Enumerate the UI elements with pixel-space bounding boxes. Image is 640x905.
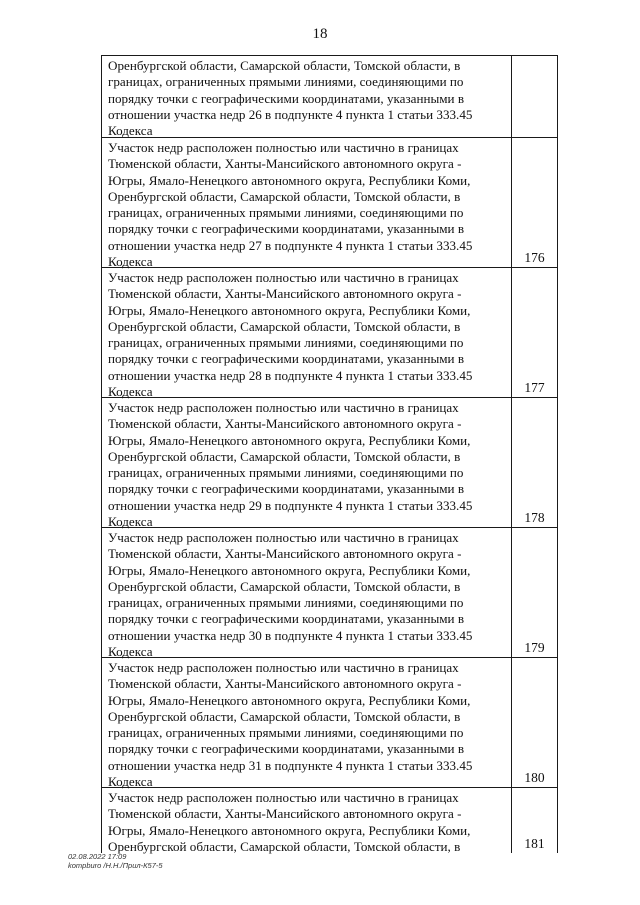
document-footer (68, 852, 163, 870)
row-number: 179 (524, 640, 545, 655)
row-number: 178 (524, 510, 545, 525)
row-text: Участок недр расположен полностью или частично в границах Тюменской области, Ханты-Мансийского автономного округа - Югры, Ямало-Ненецкого автономного округа, Республики Коми, Оренбургской области, Самарской области, Томской области, в границах, ограниченных прямыми линиями, соединяющими по порядку точки с географическими координатами, указанными в отношении участка недр 31 в подпункте 4 пункта 1 статьи 333.45 Кодекса (102, 658, 512, 787)
table-row (102, 398, 557, 528)
table-row (102, 56, 557, 138)
row-number: 181 (524, 836, 545, 851)
table-row (102, 658, 557, 788)
table-row (102, 788, 557, 853)
row-text: Участок недр расположен полностью или частично в границах Тюменской области, Ханты-Мансийского автономного округа - Югры, Ямало-Ненецкого автономного округа, Республики Коми, Оренбургской области, Самарской области, Томской области, в границах, ограниченных прямыми линиями, соединяющими по порядку точки с географическими координатами, указанными в отношении участка недр 27 в подпункте 4 пункта 1 статьи 333.45 Кодекса (102, 138, 512, 267)
page-number: 18 (312, 26, 328, 42)
footer-date: 02.08.2022 17:09 (68, 852, 127, 861)
table-row (102, 268, 557, 398)
row-text: Участок недр расположен полностью или частично в границах Тюменской области, Ханты-Мансийского автономного округа - Югры, Ямало-Ненецкого автономного округа, Республики Коми, Оренбургской области, Самарской области, Томской области, в границах, ограниченных прямыми линиями, соединяющими по порядку точки с географическими координатами, указанными в отношении участка недр 30 в подпункте 4 пункта 1 статьи 333.45 Кодекса (102, 528, 512, 657)
row-number: 176 (524, 250, 545, 265)
row-text: Участок недр расположен полностью или частично в границах Тюменской области, Ханты-Мансийского автономного округа - Югры, Ямало-Ненецкого автономного округа, Республики Коми, Оренбургской области, Самарской области, Томской области, в (102, 788, 512, 853)
row-text: Участок недр расположен полностью или частично в границах Тюменской области, Ханты-Мансийского автономного округа - Югры, Ямало-Ненецкого автономного округа, Республики Коми, Оренбургской области, Самарской области, Томской области, в границах, ограниченных прямыми линиями, соединяющими по порядку точки с географическими координатами, указанными в отношении участка недр 28 в подпункте 4 пункта 1 статьи 333.45 Кодекса (102, 268, 512, 397)
row-number (512, 56, 557, 137)
row-number: 177 (524, 380, 545, 395)
row-text: Оренбургской области, Самарской области, Томской области, в границах, ограниченных прямыми линиями, соединяющими по порядку точки с географическими координатами, указанными в отношении участка недр 26 в подпункте 4 пункта 1 статьи 333.45 Кодекса (102, 56, 512, 137)
row-text: Участок недр расположен полностью или частично в границах Тюменской области, Ханты-Мансийского автономного округа - Югры, Ямало-Ненецкого автономного округа, Республики Коми, Оренбургской области, Самарской области, Томской области, в границах, ограниченных прямыми линиями, соединяющими по порядку точки с географическими координатами, указанными в отношении участка недр 29 в подпункте 4 пункта 1 статьи 333.45 Кодекса (102, 398, 512, 527)
document-table (101, 55, 558, 853)
table-row (102, 528, 557, 658)
footer-author: kompburo /Н.Н./Прил-К57-5 (68, 861, 163, 870)
table-row (102, 138, 557, 268)
row-number: 180 (524, 770, 545, 785)
